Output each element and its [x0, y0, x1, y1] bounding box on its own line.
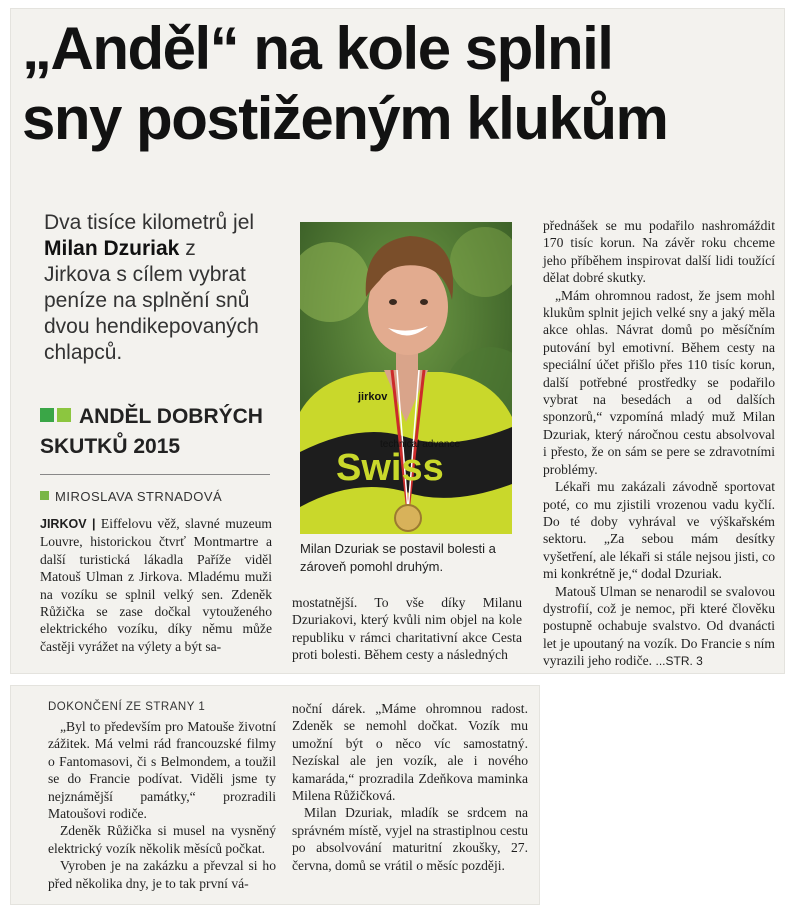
photo-caption: Milan Dzuriak se postavil bolesti a zároveň pomohl druhým.	[300, 541, 496, 574]
page-reference: ...STR. 3	[655, 654, 703, 669]
continuation-heading: DOKONČENÍ ZE STRANY 1	[48, 701, 206, 713]
continuation-column-1	[48, 718, 276, 892]
continuation-paragraph-3: Vyroben je na zakázku a převzal si ho před několika dny, je to tak první vá-	[48, 858, 276, 891]
tag-square-icon	[40, 408, 54, 422]
article-column-1	[40, 515, 272, 655]
lead-name: Milan Dzuriak	[44, 237, 180, 260]
article-column-3	[543, 217, 775, 671]
headline-line-2: sny postiženým klukům	[22, 85, 668, 152]
lead-text-after: z Jirkova s cílem vybrat peníze na splnění snů dvou hendikepovaných chlapců.	[44, 237, 259, 364]
cyclist-photo-illustration	[300, 222, 512, 534]
lead-text-before: Dva tisíce kilometrů jel	[44, 211, 255, 234]
tag-square-icon	[57, 408, 71, 422]
column-3-paragraph-2: „Mám ohromnou radost, že jsem mohl klukům splnit jejich velké sny a jaký měla akce ohlas. Návrat domů po měsíčním putování byl emotivní. Během cesty na speciální účet přišlo přes 110 tisíc korun, další potřebné prostředky se podařilo vybrat na besedách a od dalších sponzorů,“ vzpomíná mladý muž Milan Dzuriak, který náročnou cestu absolvoval i přesto, že on sám se pere se zdravotními problémy.	[543, 287, 775, 477]
column-2-text: mostatnější. To vše díky Milanu Dzuriakovi, který kvůli nim objel na kole republiku v rámci charitativní akce Cesta proti bolesti. Během cesty a následných	[292, 595, 522, 663]
dateline: JIRKOV |	[40, 517, 96, 531]
headline	[22, 14, 772, 154]
jersey-main-text: Swiss	[336, 447, 444, 489]
lead-paragraph	[44, 210, 264, 366]
continuation-paragraph-4: noční dárek. „Máme ohromnou radost. Zdeněk se nemohl dočkat. Vozík mu umožní být o něco víc samostatný. Nezískal ale jen vozík, ale i nového kamaráda,“ prozradila Zdeňkova maminka Milena Růžičková.	[292, 701, 528, 804]
section-tag	[40, 402, 272, 462]
continuation-paragraph-2: Zdeněk Růžička si musel na vysněný elektrický vozík několik měsíců počkat.	[48, 823, 276, 856]
author-byline	[40, 489, 272, 504]
headline-line-1: „Anděl“ na kole splnil	[22, 15, 613, 82]
continuation-paragraph-1: „Byl to především pro Matouše životní zážitek. Má velmi rád francouzské filmy o Fantomasovi, či s Belmondem, a toužil se do Francie podívat. Viděli jsme ty nejznámější památky,“ prozradili Matoušovi rodiče.	[48, 719, 276, 822]
divider	[40, 474, 270, 475]
section-tag-label: ANDĚL DOBRÝCH SKUTKŮ 2015	[40, 405, 263, 458]
continuation-column-2	[292, 700, 528, 874]
column-1-text: Eiffelovu věž, slavné muzeum Louvre, historickou čtvrť Montmartre a další turistická lákadla Paříže viděl Matouš Ulman z Jirkova. Mladému muži na vozíku se splnil velký sen. Zdeněk Růžička se zase dočkal vytouženého elektrického vozíku, díky němu může častěji vyrážet na výlety a být sa-	[40, 516, 272, 654]
column-3-paragraph-1: přednášek se mu podařilo nashromáždit 170 tisíc korun. Na závěr roku chceme jeho příběhem inspirovat další lidi toužící dělat dobré skutky.	[543, 218, 775, 286]
column-3-paragraph-4: Matouš Ulman se nenarodil se svalovou dystrofií, což je nemoc, při které člověku postupně ochabuje svalstvo. Od dvanácti let je upoutaný na vozík. Do Francie s ním vyrazili jeho rodiče.	[543, 583, 775, 669]
article-column-2	[292, 594, 522, 664]
column-3-paragraph-3: Lékaři mu zakázali závodně sportovat poté, co mu zjistili vrozenou vadu kyčlí. Do té doby vyhrával ve výškařském sektoru. „Za sebou mám desítky vyšetření, ale lékaři si stále nejsou jisti, co mi konkrétně je,“ dodal Dzuriak.	[543, 479, 775, 582]
continuation-paragraph-5: Milan Dzuriak, mladík se srdcem na správném místě, vyjel na strastiplnou cestu po absolvování maturitní zkoušky, 27. června, domů se vrátil o měsíc později.	[292, 805, 528, 873]
jersey-top-text: technical advance	[380, 439, 461, 450]
article-photo	[300, 222, 512, 534]
jersey-brand: jirkov	[358, 391, 388, 403]
byline-square-icon	[40, 491, 49, 500]
author-name: MIROSLAVA STRNADOVÁ	[55, 489, 223, 504]
